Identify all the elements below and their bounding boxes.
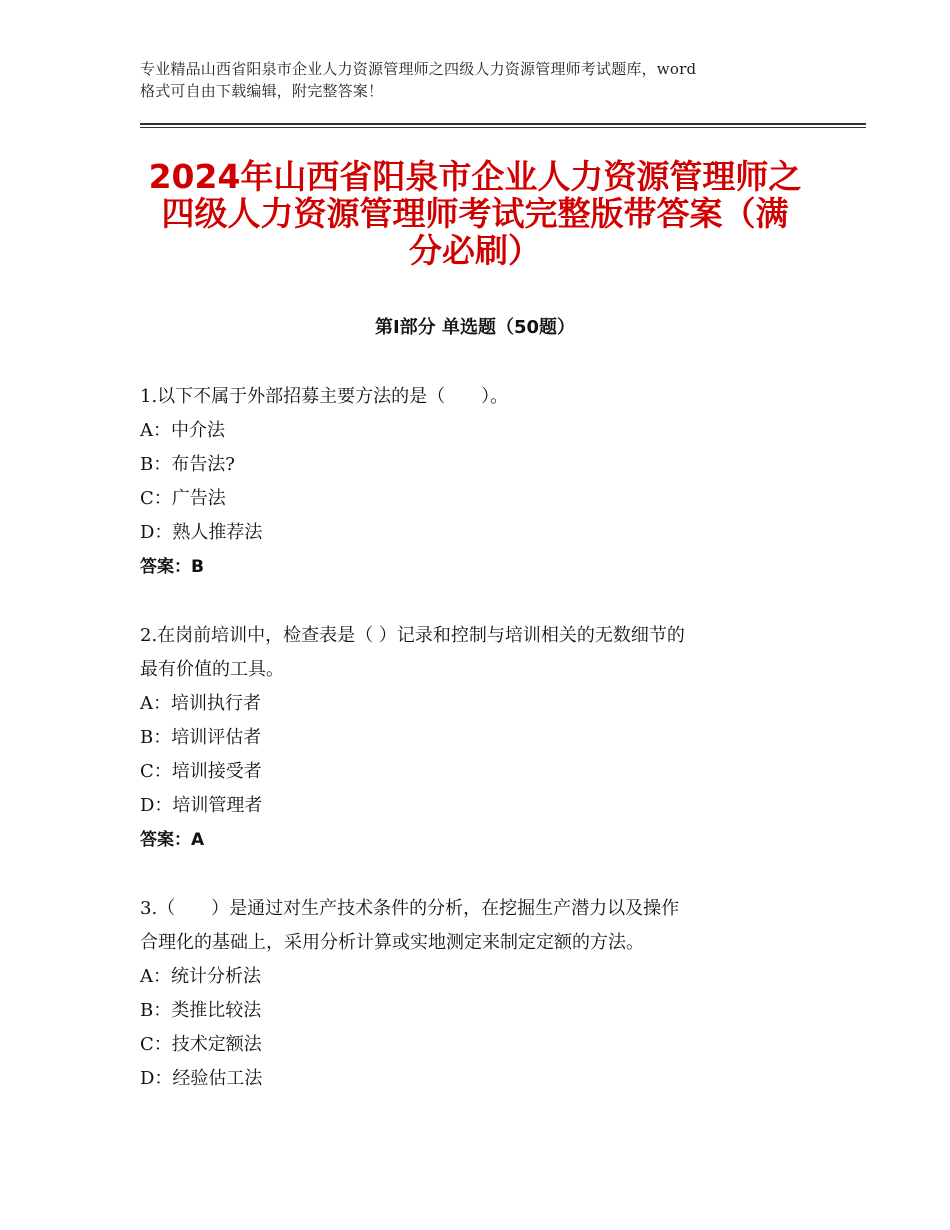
question-3-option-c: C：技术定额法: [140, 1034, 262, 1055]
question-1-answer: 答案：B: [140, 557, 204, 577]
document-title-line-2: 四级人力资源管理师考试完整版带答案（满: [161, 194, 789, 233]
document-title: [130, 158, 820, 269]
document-title-line-1: 2024年山西省阳泉市企业人力资源管理师之: [148, 157, 802, 196]
header-divider-thick: [140, 123, 866, 125]
question-3-stem-line-1: 3.（ ）是通过对生产技术条件的分析，在挖掘生产潜力以及操作: [140, 898, 680, 919]
question-2-option-c: C：培训接受者: [140, 761, 262, 782]
header-note: [140, 58, 830, 102]
header-note-line-1: 专业精品山西省阳泉市企业人力资源管理师之四级人力资源管理师考试题库，word: [140, 60, 697, 78]
question-1-stem: 1.以下不属于外部招募主要方法的是（ ）。: [140, 386, 509, 407]
question-3-option-b: B：类推比较法: [140, 1000, 262, 1021]
question-2: [140, 619, 830, 857]
section-heading: 第Ⅰ部分 单选题（50题）: [374, 317, 575, 338]
question-3-option-a: A：统计分析法: [140, 966, 261, 987]
question-1-option-a: A：中介法: [140, 420, 225, 441]
question-2-answer: 答案：A: [140, 830, 205, 850]
question-3: [140, 892, 830, 1096]
question-2-stem-line-2: 最有价值的工具。: [140, 659, 284, 680]
question-2-option-b: B：培训评估者: [140, 727, 262, 748]
question-1-option-d: D：熟人推荐法: [140, 522, 263, 543]
header-note-line-2: 格式可自由下载编辑，附完整答案！: [140, 82, 384, 100]
question-1-option-c: C：广告法: [140, 488, 226, 509]
question-1-option-b: B：布告法?: [140, 454, 235, 475]
question-3-option-d: D：经验估工法: [140, 1068, 263, 1089]
question-2-option-d: D：培训管理者: [140, 795, 263, 816]
question-3-stem-line-2: 合理化的基础上，采用分析计算或实地测定来制定定额的方法。: [140, 932, 644, 953]
question-2-option-a: A：培训执行者: [140, 693, 261, 714]
header-divider-thin: [140, 127, 866, 128]
question-1: [140, 380, 830, 584]
question-2-stem-line-1: 2.在岗前培训中，检查表是（ ）记录和控制与培训相关的无数细节的: [140, 625, 685, 646]
document-title-line-3: 分必刷）: [409, 231, 541, 270]
